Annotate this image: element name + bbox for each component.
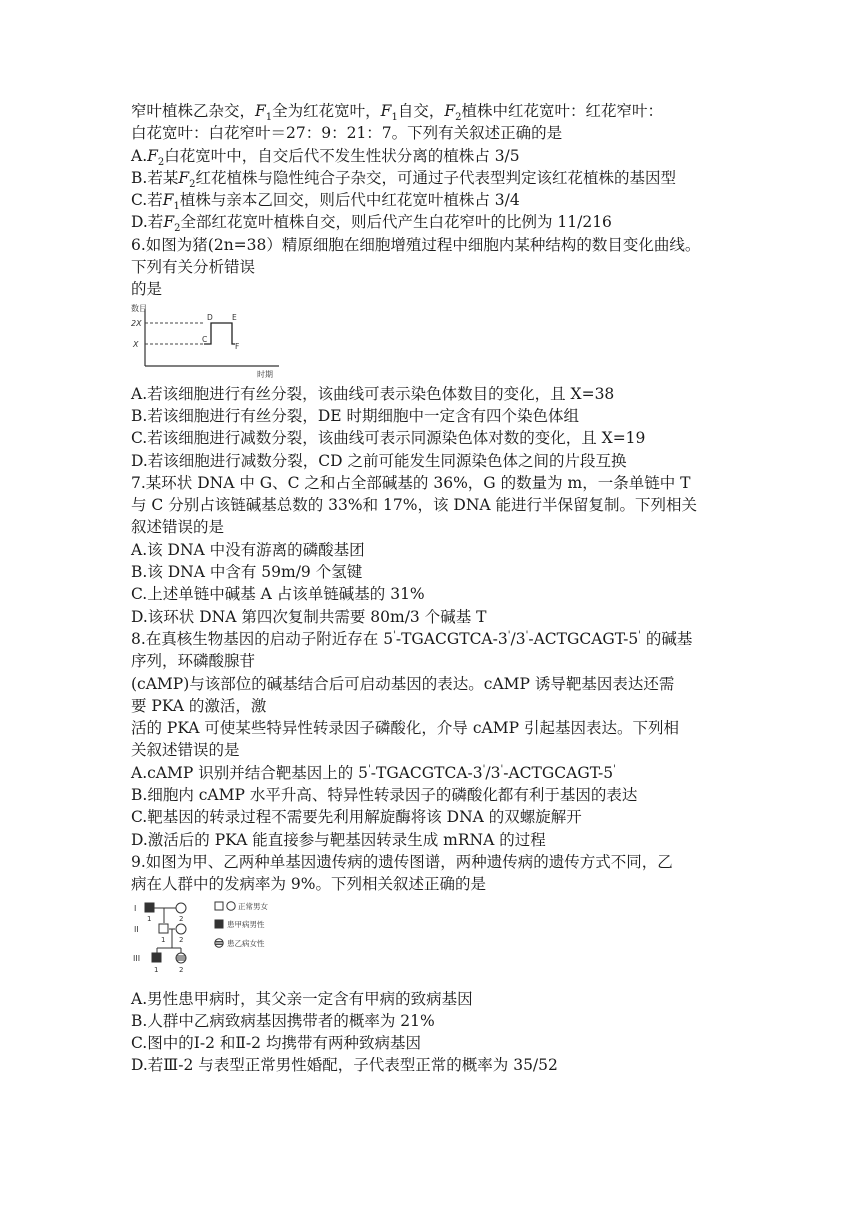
gen-label-iii: III (133, 953, 141, 963)
q8-stem-line-6: 关叙述错误的是 (131, 741, 240, 760)
q7-option-c: C.上述单链中碱基 A 占该单链碱基的 31% (131, 585, 425, 604)
q9-stem-line-1: 9.如图为甲、乙两种单基因遗传病的遗传图谱，两种遗传病的遗传方式不同，乙 (131, 852, 673, 871)
y-axis-label: 数目 (131, 303, 147, 313)
q8-stem-line-4: 要 PKA 的激活，激 (131, 696, 267, 715)
point-c: C (202, 334, 208, 344)
num-ii2: 2 (179, 935, 184, 944)
q8-stem-line-1: 8.在真核生物基因的启动子附近存在 5'-TGACGTCA-3'/3'-ACTGCAGT-5' 的碱基 (131, 629, 693, 648)
pedigree-i2-normal-female (176, 903, 186, 913)
x-axis-label: 时期 (257, 369, 273, 379)
point-e: E (232, 312, 237, 322)
num-i2: 2 (179, 914, 184, 923)
q5-stem-line-2: 白花宽叶：白花窄叶＝27：9：21：7。下列有关叙述正确的是 (131, 124, 563, 143)
q8-option-d: D.激活后的 PKA 能直接参与靶基因转录生成 mRNA 的过程 (131, 830, 546, 849)
legend-yi-label: 患乙病女性 (227, 938, 265, 948)
q9-option-d: D.若Ⅲ-2 与表型正常男性婚配，子代表型正常的概率为 35/52 (131, 1056, 558, 1075)
q6-curve-figure (131, 303, 281, 379)
q5-option-a: $A.F_2$白花宽叶中，自交后代不发生性状分离的植株占 3/5 (131, 146, 520, 168)
legend-jia-label: 患甲病男性 (227, 919, 265, 929)
q8-option-b: B.细胞内 cAMP 水平升高、特异性转录因子的磷酸化都有利于基因的表达 (131, 786, 638, 805)
legend-normal-label: 正常男女 (238, 901, 268, 911)
q7-option-a: A.该 DNA 中没有游离的磷酸基团 (131, 540, 365, 559)
pedigree-iii2-affected-female (176, 953, 186, 963)
legend-normal-male-symbol (215, 902, 223, 910)
q9-stem-line-2: 病在人群中的发病率为 9%。下列相关叙述正确的是 (131, 875, 487, 894)
q8-option-a: A.cAMP 识别并结合靶基因上的 5'-TGACGTCA-3'/3'-ACTGCAGT-5' (131, 763, 616, 782)
legend-normal-female-symbol (227, 901, 235, 909)
q5-option-d: D.若$F_2$全部红花宽叶植株自交，则后代产生白花窄叶的比例为 11/216 (131, 213, 612, 235)
pedigree-iii1-affected-male (152, 953, 161, 962)
q6-stem-line-1: 6.如图为猪(2n=38）精原细胞在细胞增殖过程中细胞内某种结构的数目变化曲线。 (131, 235, 701, 254)
q6-option-d: D.若该细胞进行减数分裂，CD 之前可能发生同源染色体之间的片段互换 (131, 451, 627, 470)
q9-pedigree-figure (131, 898, 316, 984)
num-iii2: 2 (179, 965, 184, 974)
q6-option-c: C.若该细胞进行减数分裂，该曲线可表示同源染色体对数的变化，且 X=19 (131, 429, 646, 448)
q9-option-c: C.图中的Ⅰ-2 和Ⅱ-2 均携带有两种致病基因 (131, 1034, 421, 1053)
q7-stem-line-3: 叙述错误的是 (131, 518, 225, 537)
q8-option-c: C.靶基因的转录过程不需要先利用解旋酶将该 DNA 的双螺旋解开 (131, 808, 582, 827)
q9-option-b: B.人群中乙病致病基因携带者的概率为 21% (131, 1011, 435, 1030)
q7-option-b: B.该 DNA 中含有 59m/9 个氢键 (131, 563, 363, 582)
q7-stem-line-2: 与 C 分别占该链碱基总数的 33%和 17%，该 DNA 能进行半保留复制。下列相关 (131, 496, 698, 515)
y-tick-x: X (133, 339, 139, 349)
q8-stem-line-2: 序列，环磷酸腺苷 (131, 652, 256, 671)
num-i1: 1 (147, 914, 152, 923)
q9-option-a: A.男性患甲病时，其父亲一定含有甲病的致病基因 (131, 989, 473, 1008)
pedigree-ii1-normal-male (159, 924, 168, 933)
legend-yi-female-symbol (215, 938, 223, 946)
q8-stem-line-3: (cAMP)与该部位的碱基结合后可启动基因的表达。cAMP 诱导靶基因表达还需 (131, 674, 675, 693)
num-ii1: 1 (161, 935, 166, 944)
q6-stem-line-3: 的是 (131, 280, 163, 299)
num-iii1: 1 (154, 965, 159, 974)
point-f: F (235, 341, 240, 351)
pedigree-ii2-normal-female (176, 924, 186, 934)
q5-stem-line-1: 窄叶植株乙杂交，$F_1$全为红花宽叶，$F_1$自交，$F_2$植株中红花宽叶：红花窄叶： (131, 102, 663, 124)
pedigree-i1-affected-male (145, 903, 154, 912)
q5-option-b: B.若某$F_2$红花植株与隐性纯合子杂交，可通过子代表型判定该红花植株的基因型 (131, 168, 676, 190)
q6-option-a: A.若该细胞进行有丝分裂，该曲线可表示染色体数目的变化，且 X=38 (131, 384, 615, 403)
q8-stem-line-5: 活的 PKA 可使某些特异性转录因子磷酸化，介导 cAMP 引起基因表达。下列相 (131, 719, 679, 738)
q6-option-b: B.若该细胞进行有丝分裂，DE 时期细胞中一定含有四个染色体组 (131, 406, 579, 425)
legend-jia-male-symbol (215, 920, 223, 928)
q7-stem-line-1: 7.某环状 DNA 中 G、C 之和占全部碱基的 36%，G 的数量为 m，一条单链中 T (131, 473, 691, 492)
q6-stem-line-2: 下列有关分析错误 (131, 258, 256, 277)
y-tick-2x: 2X (131, 318, 142, 328)
gen-label-ii: II (134, 924, 139, 934)
q7-option-d: D.该环状 DNA 第四次复制共需要 80m/3 个碱基 T (131, 607, 487, 626)
gen-label-i: I (134, 903, 137, 913)
point-d: D (207, 312, 213, 322)
count-curve (204, 323, 235, 344)
q5-option-c: C.若$F_1$植株与亲本乙回交，则后代中红花宽叶植株占 3/4 (131, 191, 520, 213)
exam-page (131, 100, 751, 1077)
